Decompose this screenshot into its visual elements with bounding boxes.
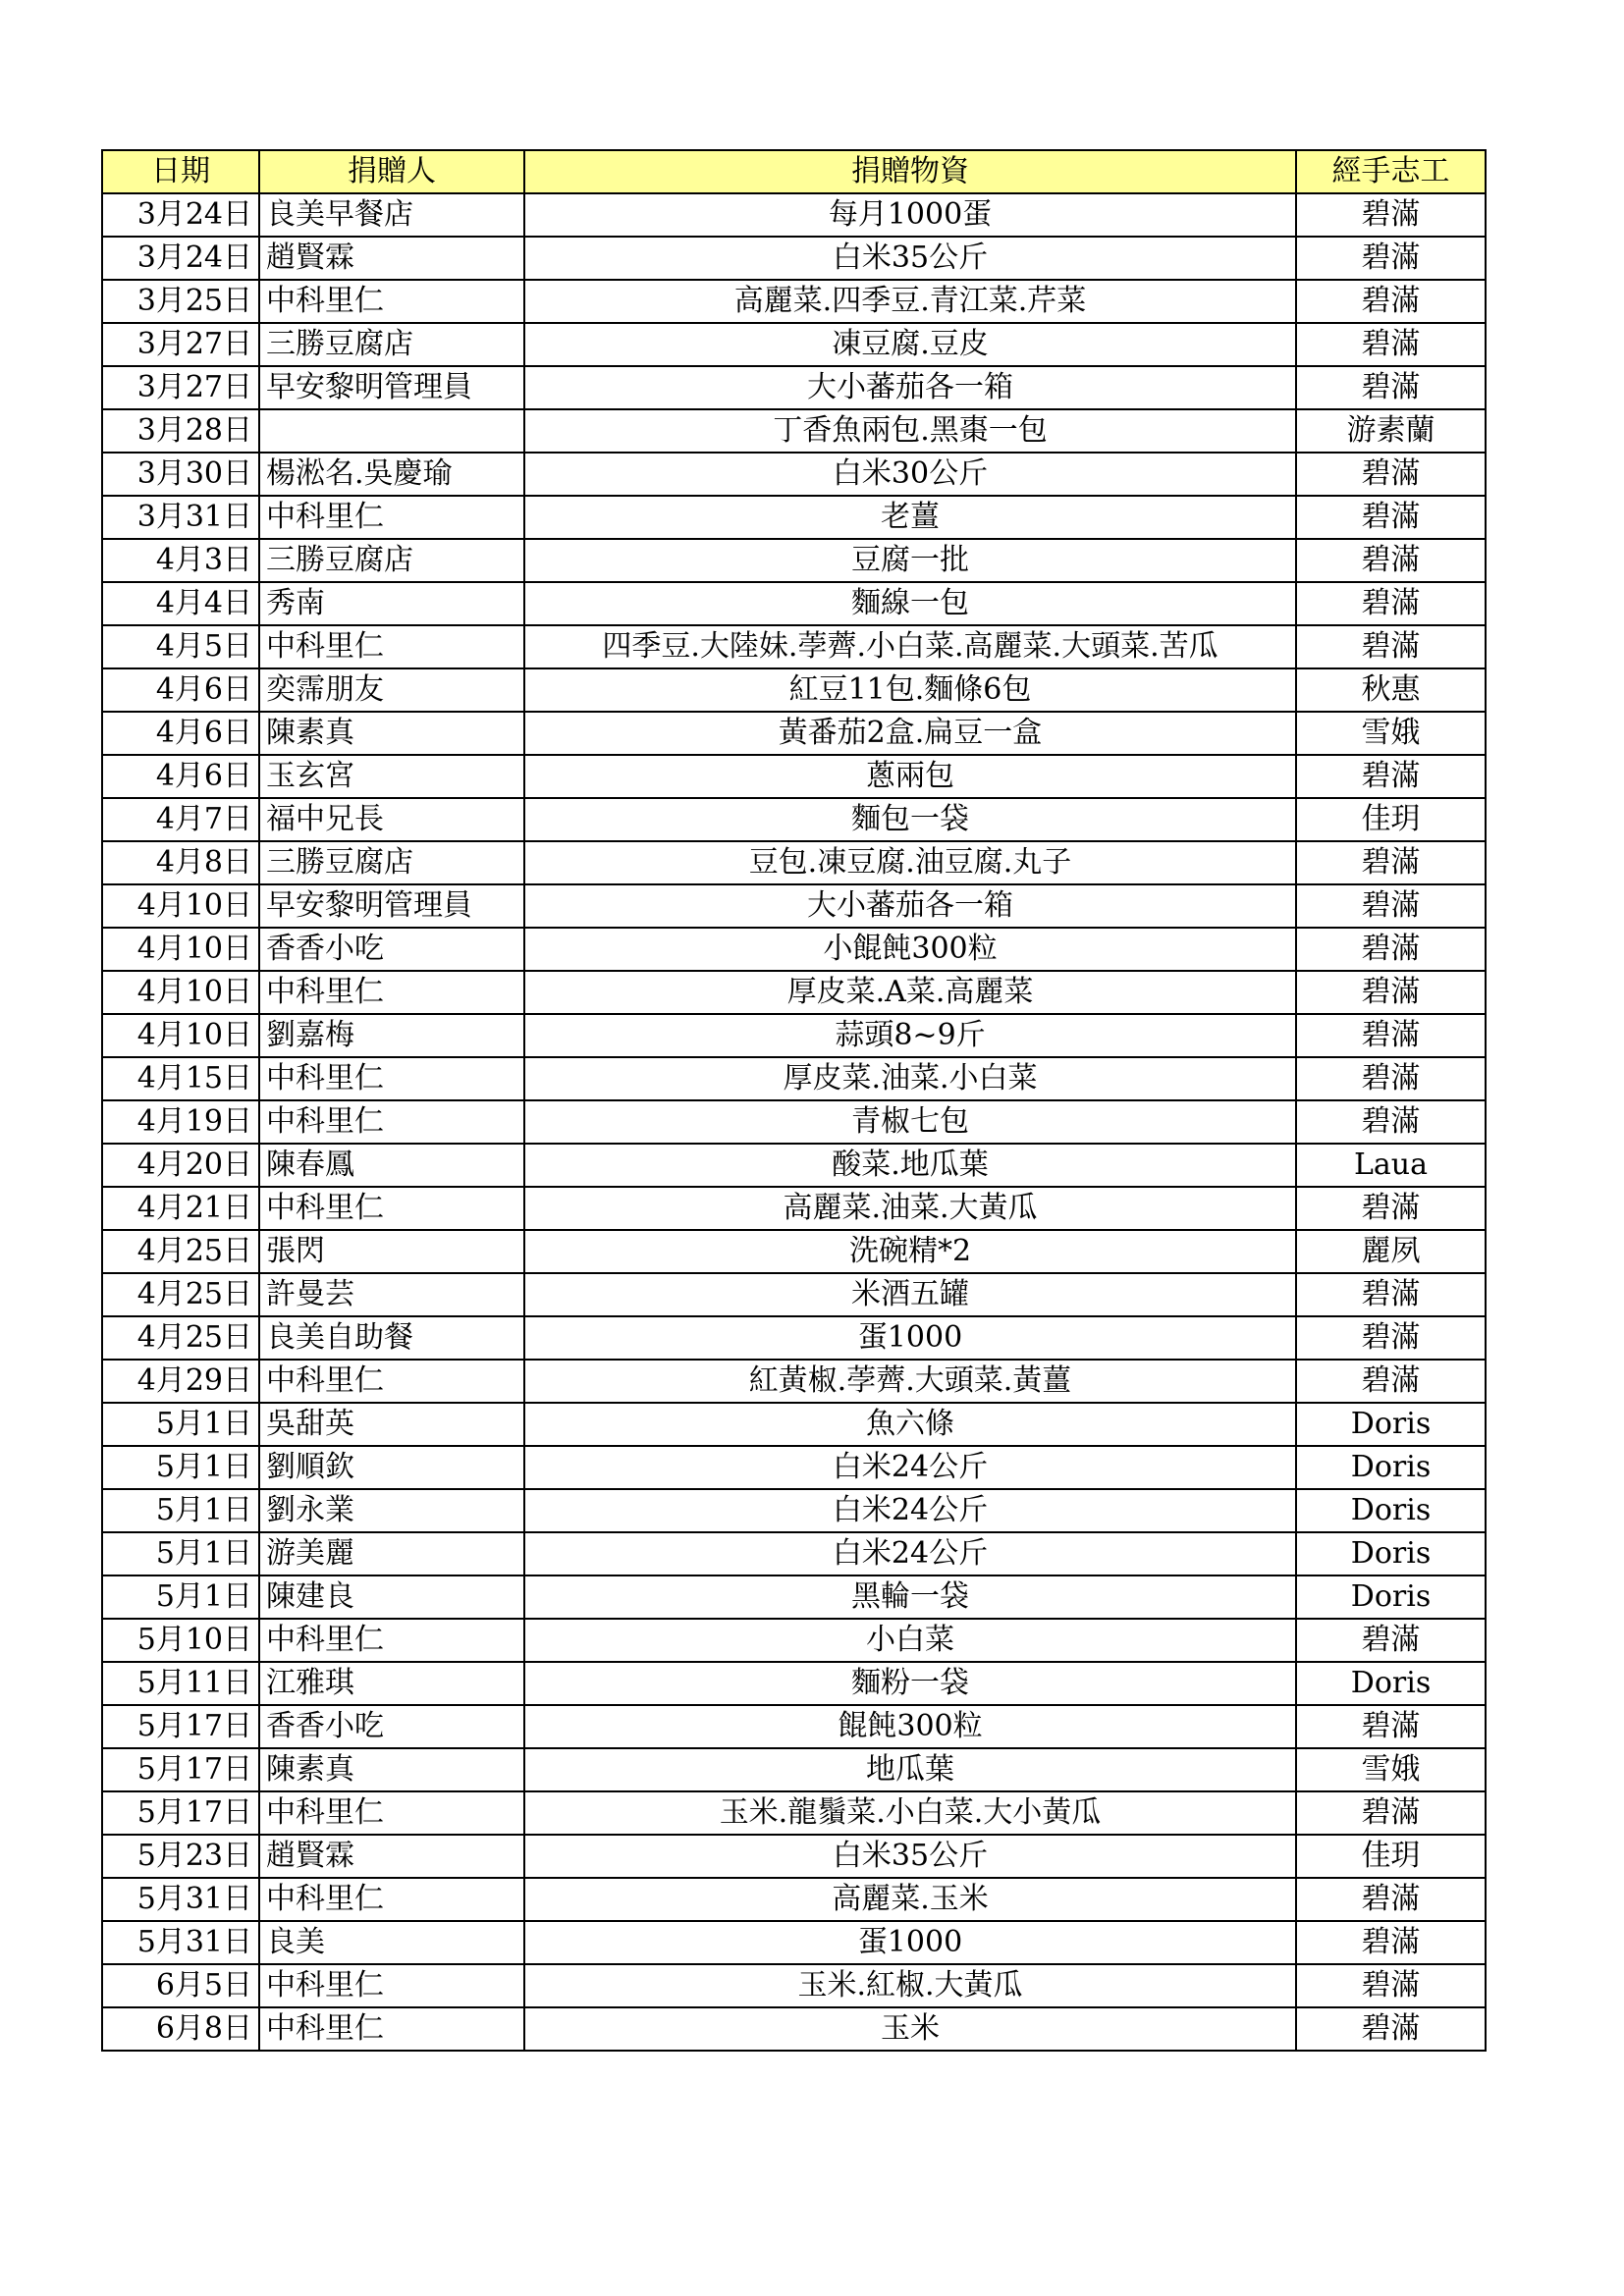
volunteer-cell: 佳玥 [1296, 1835, 1486, 1878]
date-cell: 4月4日 [102, 582, 259, 625]
table-row [102, 1619, 1486, 1662]
table-row [102, 1057, 1486, 1100]
date-cell: 4月8日 [102, 841, 259, 884]
donor-cell: 中科里仁 [259, 1878, 524, 1921]
date-cell: 3月25日 [102, 280, 259, 323]
items-cell: 蛋1000 [524, 1316, 1296, 1360]
volunteer-cell: 碧滿 [1296, 1705, 1486, 1748]
date-cell: 5月17日 [102, 1705, 259, 1748]
date-cell: 4月5日 [102, 625, 259, 668]
donor-cell [259, 409, 524, 453]
items-cell: 每月1000蛋 [524, 193, 1296, 237]
volunteer-cell: 碧滿 [1296, 884, 1486, 928]
volunteer-cell: 碧滿 [1296, 1791, 1486, 1835]
donor-cell: 良美自助餐 [259, 1316, 524, 1360]
date-cell: 5月1日 [102, 1532, 259, 1575]
table-row [102, 366, 1486, 409]
donor-cell: 玉玄宮 [259, 755, 524, 798]
date-cell: 3月24日 [102, 193, 259, 237]
date-cell: 4月6日 [102, 668, 259, 712]
items-cell: 玉米.龍鬚菜.小白菜.大小黃瓜 [524, 1791, 1296, 1835]
items-cell: 老薑 [524, 496, 1296, 539]
date-cell: 4月29日 [102, 1360, 259, 1403]
donor-cell: 中科里仁 [259, 1057, 524, 1100]
table-row [102, 884, 1486, 928]
donor-cell: 秀南 [259, 582, 524, 625]
items-cell: 白米35公斤 [524, 1835, 1296, 1878]
table-row [102, 1878, 1486, 1921]
items-cell: 大小蕃茄各一箱 [524, 884, 1296, 928]
volunteer-cell: 秋惠 [1296, 668, 1486, 712]
items-cell: 紅豆11包.麵條6包 [524, 668, 1296, 712]
date-cell: 4月25日 [102, 1230, 259, 1273]
volunteer-cell: 雪娥 [1296, 1748, 1486, 1791]
header-date: 日期 [102, 150, 259, 193]
donor-cell: 中科里仁 [259, 1100, 524, 1144]
volunteer-cell: Doris [1296, 1662, 1486, 1705]
items-cell: 豆包.凍豆腐.油豆腐.丸子 [524, 841, 1296, 884]
table-row [102, 280, 1486, 323]
items-cell: 丁香魚兩包.黑棗一包 [524, 409, 1296, 453]
volunteer-cell: 碧滿 [1296, 193, 1486, 237]
table-row [102, 1403, 1486, 1446]
donor-cell: 香香小吃 [259, 928, 524, 971]
donor-cell: 陳素真 [259, 1748, 524, 1791]
table-row [102, 1273, 1486, 1316]
donor-cell: 劉嘉梅 [259, 1014, 524, 1057]
table-row [102, 712, 1486, 755]
donor-cell: 中科里仁 [259, 280, 524, 323]
table-row [102, 193, 1486, 237]
table-row [102, 582, 1486, 625]
items-cell: 高麗菜.玉米 [524, 1878, 1296, 1921]
table-row [102, 453, 1486, 496]
donor-cell: 良美早餐店 [259, 193, 524, 237]
table-row [102, 1100, 1486, 1144]
donor-cell: 早安黎明管理員 [259, 884, 524, 928]
volunteer-cell: Laua [1296, 1144, 1486, 1187]
date-cell: 5月10日 [102, 1619, 259, 1662]
table-row [102, 1316, 1486, 1360]
volunteer-cell: 碧滿 [1296, 1878, 1486, 1921]
items-cell: 玉米.紅椒.大黃瓜 [524, 1964, 1296, 2007]
items-cell: 麵線一包 [524, 582, 1296, 625]
items-cell: 白米35公斤 [524, 237, 1296, 280]
donor-cell: 張閃 [259, 1230, 524, 1273]
header-volunteer: 經手志工 [1296, 150, 1486, 193]
volunteer-cell: 碧滿 [1296, 1964, 1486, 2007]
table-row [102, 755, 1486, 798]
volunteer-cell: 碧滿 [1296, 366, 1486, 409]
table-row [102, 1360, 1486, 1403]
volunteer-cell: 麗夙 [1296, 1230, 1486, 1273]
items-cell: 玉米 [524, 2007, 1296, 2051]
items-cell: 蔥兩包 [524, 755, 1296, 798]
donor-cell: 中科里仁 [259, 971, 524, 1014]
items-cell: 洗碗精*2 [524, 1230, 1296, 1273]
volunteer-cell: 碧滿 [1296, 539, 1486, 582]
date-cell: 5月1日 [102, 1489, 259, 1532]
volunteer-cell: 游素蘭 [1296, 409, 1486, 453]
table-row [102, 2007, 1486, 2051]
volunteer-cell: 碧滿 [1296, 1187, 1486, 1230]
items-cell: 蒜頭8~9斤 [524, 1014, 1296, 1057]
items-cell: 厚皮菜.油菜.小白菜 [524, 1057, 1296, 1100]
header-items: 捐贈物資 [524, 150, 1296, 193]
table-row [102, 1964, 1486, 2007]
table-row [102, 237, 1486, 280]
items-cell: 厚皮菜.A菜.高麗菜 [524, 971, 1296, 1014]
table-row [102, 1575, 1486, 1619]
volunteer-cell: 碧滿 [1296, 1316, 1486, 1360]
table-header [102, 150, 1486, 193]
volunteer-cell: 碧滿 [1296, 625, 1486, 668]
volunteer-cell: 碧滿 [1296, 496, 1486, 539]
donor-cell: 福中兄長 [259, 798, 524, 841]
volunteer-cell: 碧滿 [1296, 280, 1486, 323]
date-cell: 5月11日 [102, 1662, 259, 1705]
volunteer-cell: 碧滿 [1296, 1057, 1486, 1100]
date-cell: 5月1日 [102, 1446, 259, 1489]
items-cell: 地瓜葉 [524, 1748, 1296, 1791]
volunteer-cell: 碧滿 [1296, 323, 1486, 366]
date-cell: 3月24日 [102, 237, 259, 280]
date-cell: 4月6日 [102, 712, 259, 755]
volunteer-cell: 碧滿 [1296, 755, 1486, 798]
volunteer-cell: Doris [1296, 1446, 1486, 1489]
items-cell: 麵粉一袋 [524, 1662, 1296, 1705]
items-cell: 麵包一袋 [524, 798, 1296, 841]
volunteer-cell: 碧滿 [1296, 928, 1486, 971]
items-cell: 高麗菜.四季豆.青江菜.芹菜 [524, 280, 1296, 323]
volunteer-cell: Doris [1296, 1489, 1486, 1532]
donor-cell: 楊淞名.吳慶瑜 [259, 453, 524, 496]
donor-cell: 許曼芸 [259, 1273, 524, 1316]
date-cell: 5月17日 [102, 1791, 259, 1835]
date-cell: 4月10日 [102, 971, 259, 1014]
volunteer-cell: 碧滿 [1296, 453, 1486, 496]
items-cell: 小白菜 [524, 1619, 1296, 1662]
table-row [102, 971, 1486, 1014]
volunteer-cell: 碧滿 [1296, 971, 1486, 1014]
donor-cell: 三勝豆腐店 [259, 841, 524, 884]
date-cell: 4月6日 [102, 755, 259, 798]
volunteer-cell: 碧滿 [1296, 1360, 1486, 1403]
volunteer-cell: Doris [1296, 1532, 1486, 1575]
donor-cell: 三勝豆腐店 [259, 323, 524, 366]
date-cell: 4月20日 [102, 1144, 259, 1187]
date-cell: 4月25日 [102, 1316, 259, 1360]
items-cell: 大小蕃茄各一箱 [524, 366, 1296, 409]
table-row [102, 928, 1486, 971]
donor-cell: 中科里仁 [259, 1964, 524, 2007]
date-cell: 4月25日 [102, 1273, 259, 1316]
items-cell: 黃番茄2盒.扁豆一盒 [524, 712, 1296, 755]
donation-table [101, 149, 1487, 2052]
donor-cell: 吳甜英 [259, 1403, 524, 1446]
donor-cell: 江雅琪 [259, 1662, 524, 1705]
date-cell: 4月3日 [102, 539, 259, 582]
date-cell: 5月31日 [102, 1921, 259, 1964]
header-donor: 捐贈人 [259, 150, 524, 193]
table-row [102, 841, 1486, 884]
date-cell: 5月1日 [102, 1403, 259, 1446]
table-row [102, 1705, 1486, 1748]
date-cell: 5月23日 [102, 1835, 259, 1878]
table-row [102, 1446, 1486, 1489]
table-row [102, 1532, 1486, 1575]
donor-cell: 陳素真 [259, 712, 524, 755]
volunteer-cell: 碧滿 [1296, 1273, 1486, 1316]
donor-cell: 中科里仁 [259, 625, 524, 668]
donor-cell: 中科里仁 [259, 1619, 524, 1662]
volunteer-cell: 碧滿 [1296, 1619, 1486, 1662]
table-row [102, 1748, 1486, 1791]
date-cell: 6月5日 [102, 1964, 259, 2007]
items-cell: 米酒五罐 [524, 1273, 1296, 1316]
volunteer-cell: 碧滿 [1296, 1921, 1486, 1964]
volunteer-cell: 碧滿 [1296, 1014, 1486, 1057]
volunteer-cell: Doris [1296, 1403, 1486, 1446]
items-cell: 蛋1000 [524, 1921, 1296, 1964]
items-cell: 白米24公斤 [524, 1489, 1296, 1532]
donor-cell: 香香小吃 [259, 1705, 524, 1748]
date-cell: 3月30日 [102, 453, 259, 496]
donor-cell: 三勝豆腐店 [259, 539, 524, 582]
donor-cell: 游美麗 [259, 1532, 524, 1575]
table-row [102, 1835, 1486, 1878]
table-row [102, 539, 1486, 582]
volunteer-cell: 碧滿 [1296, 237, 1486, 280]
items-cell: 魚六條 [524, 1403, 1296, 1446]
items-cell: 高麗菜.油菜.大黃瓜 [524, 1187, 1296, 1230]
volunteer-cell: 碧滿 [1296, 841, 1486, 884]
volunteer-cell: 雪娥 [1296, 712, 1486, 755]
volunteer-cell: 碧滿 [1296, 2007, 1486, 2051]
items-cell: 豆腐一批 [524, 539, 1296, 582]
table-row [102, 1014, 1486, 1057]
table-row [102, 323, 1486, 366]
table-row [102, 1230, 1486, 1273]
items-cell: 餛飩300粒 [524, 1705, 1296, 1748]
table-row [102, 798, 1486, 841]
donor-cell: 中科里仁 [259, 496, 524, 539]
donor-cell: 劉永業 [259, 1489, 524, 1532]
items-cell: 紅黃椒.荸薺.大頭菜.黃薑 [524, 1360, 1296, 1403]
items-cell: 四季豆.大陸妹.荸薺.小白菜.高麗菜.大頭菜.苦瓜 [524, 625, 1296, 668]
volunteer-cell: Doris [1296, 1575, 1486, 1619]
items-cell: 酸菜.地瓜葉 [524, 1144, 1296, 1187]
volunteer-cell: 碧滿 [1296, 1100, 1486, 1144]
donor-cell: 中科里仁 [259, 1360, 524, 1403]
donor-cell: 中科里仁 [259, 1187, 524, 1230]
header-row [102, 150, 1486, 193]
table-row [102, 668, 1486, 712]
date-cell: 3月31日 [102, 496, 259, 539]
date-cell: 4月15日 [102, 1057, 259, 1100]
items-cell: 黑輪一袋 [524, 1575, 1296, 1619]
date-cell: 5月1日 [102, 1575, 259, 1619]
table-row [102, 1144, 1486, 1187]
items-cell: 青椒七包 [524, 1100, 1296, 1144]
table-row [102, 496, 1486, 539]
table-row [102, 409, 1486, 453]
table-row [102, 1187, 1486, 1230]
donor-cell: 趙賢霖 [259, 237, 524, 280]
volunteer-cell: 碧滿 [1296, 582, 1486, 625]
donor-cell: 中科里仁 [259, 2007, 524, 2051]
date-cell: 4月7日 [102, 798, 259, 841]
items-cell: 小餛飩300粒 [524, 928, 1296, 971]
donor-cell: 陳春鳳 [259, 1144, 524, 1187]
table-body [102, 193, 1486, 2051]
donor-cell: 陳建良 [259, 1575, 524, 1619]
date-cell: 4月19日 [102, 1100, 259, 1144]
donor-cell: 劉順欽 [259, 1446, 524, 1489]
date-cell: 6月8日 [102, 2007, 259, 2051]
volunteer-cell: 佳玥 [1296, 798, 1486, 841]
donor-cell: 奕霈朋友 [259, 668, 524, 712]
donor-cell: 良美 [259, 1921, 524, 1964]
items-cell: 白米30公斤 [524, 453, 1296, 496]
date-cell: 3月27日 [102, 323, 259, 366]
date-cell: 5月17日 [102, 1748, 259, 1791]
items-cell: 凍豆腐.豆皮 [524, 323, 1296, 366]
donor-cell: 早安黎明管理員 [259, 366, 524, 409]
table-row [102, 1921, 1486, 1964]
date-cell: 4月21日 [102, 1187, 259, 1230]
date-cell: 4月10日 [102, 884, 259, 928]
table-row [102, 1791, 1486, 1835]
table-row [102, 1489, 1486, 1532]
table-row [102, 1662, 1486, 1705]
table-row [102, 625, 1486, 668]
donor-cell: 中科里仁 [259, 1791, 524, 1835]
date-cell: 5月31日 [102, 1878, 259, 1921]
donor-cell: 趙賢霖 [259, 1835, 524, 1878]
date-cell: 4月10日 [102, 1014, 259, 1057]
date-cell: 4月10日 [102, 928, 259, 971]
items-cell: 白米24公斤 [524, 1446, 1296, 1489]
date-cell: 3月28日 [102, 409, 259, 453]
items-cell: 白米24公斤 [524, 1532, 1296, 1575]
date-cell: 3月27日 [102, 366, 259, 409]
